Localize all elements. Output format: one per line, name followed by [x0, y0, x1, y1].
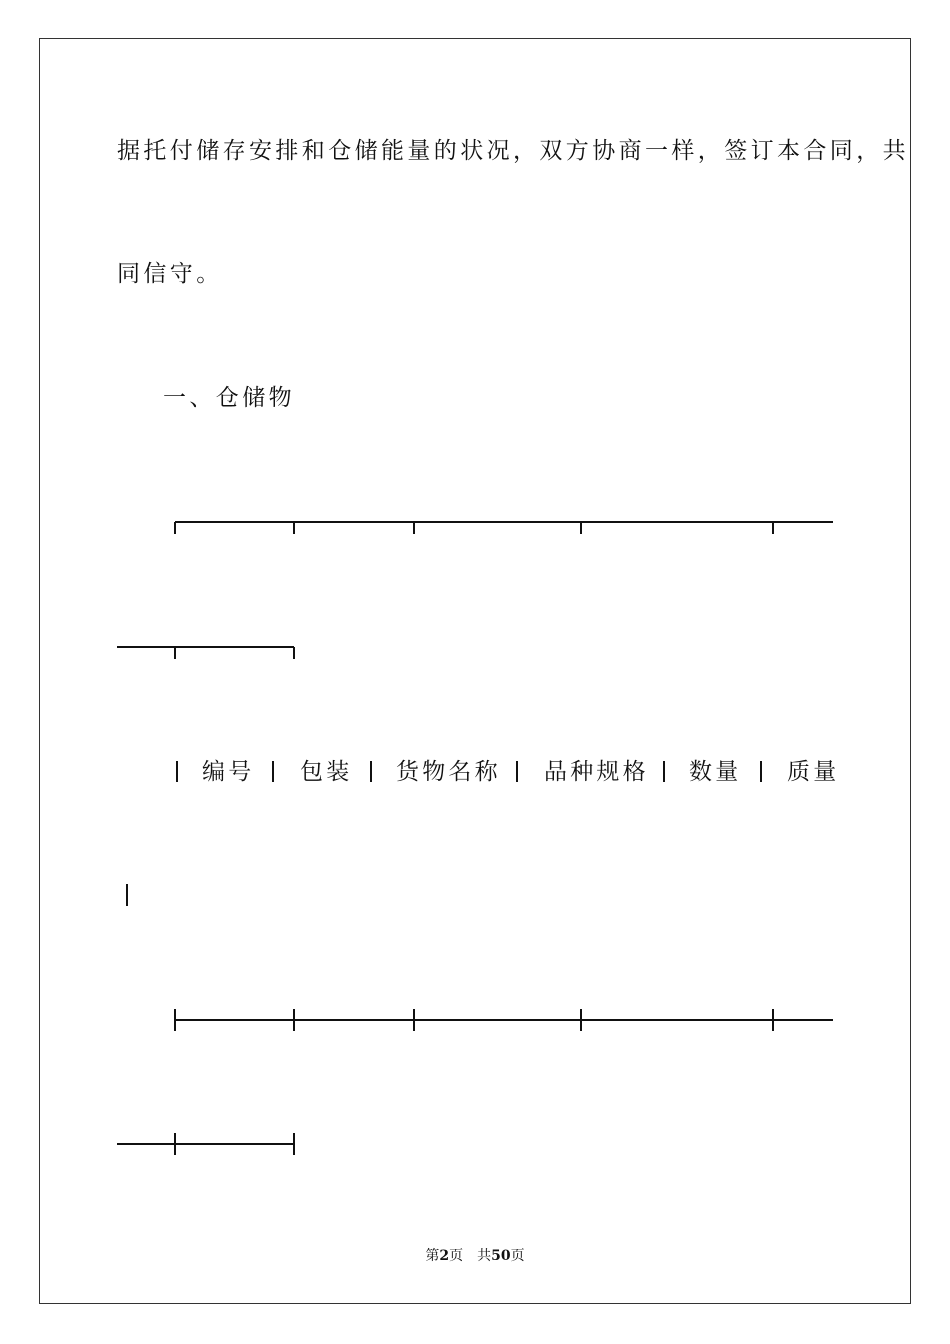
- footer-page-prefix: 第: [425, 1248, 440, 1264]
- footer-page-number: 2: [439, 1248, 450, 1264]
- page-border: [39, 38, 911, 1304]
- section-heading: 一、仓储物: [163, 385, 295, 411]
- footer-total-suffix: 页: [510, 1248, 525, 1264]
- footer-total-pages: 50: [491, 1248, 511, 1264]
- footer-page-suffix: 页: [449, 1248, 464, 1264]
- body-paragraph-line-1: 据托付储存安排和仓储能量的状况，双方协商一样，签订本合同，共: [117, 138, 909, 164]
- body-paragraph-line-2: 同信守。: [117, 261, 223, 287]
- table-header-quantity: 数量: [689, 759, 742, 785]
- table-header-packaging: 包装: [300, 759, 353, 785]
- table-header-spec: 品种规格: [544, 759, 649, 785]
- table-header-quality: 质量: [787, 759, 840, 785]
- table-header-number: 编号: [202, 759, 255, 785]
- table-header-goods-name: 货物名称: [396, 759, 501, 785]
- page-footer: [0, 1247, 950, 1265]
- footer-total-prefix: 共: [477, 1248, 492, 1264]
